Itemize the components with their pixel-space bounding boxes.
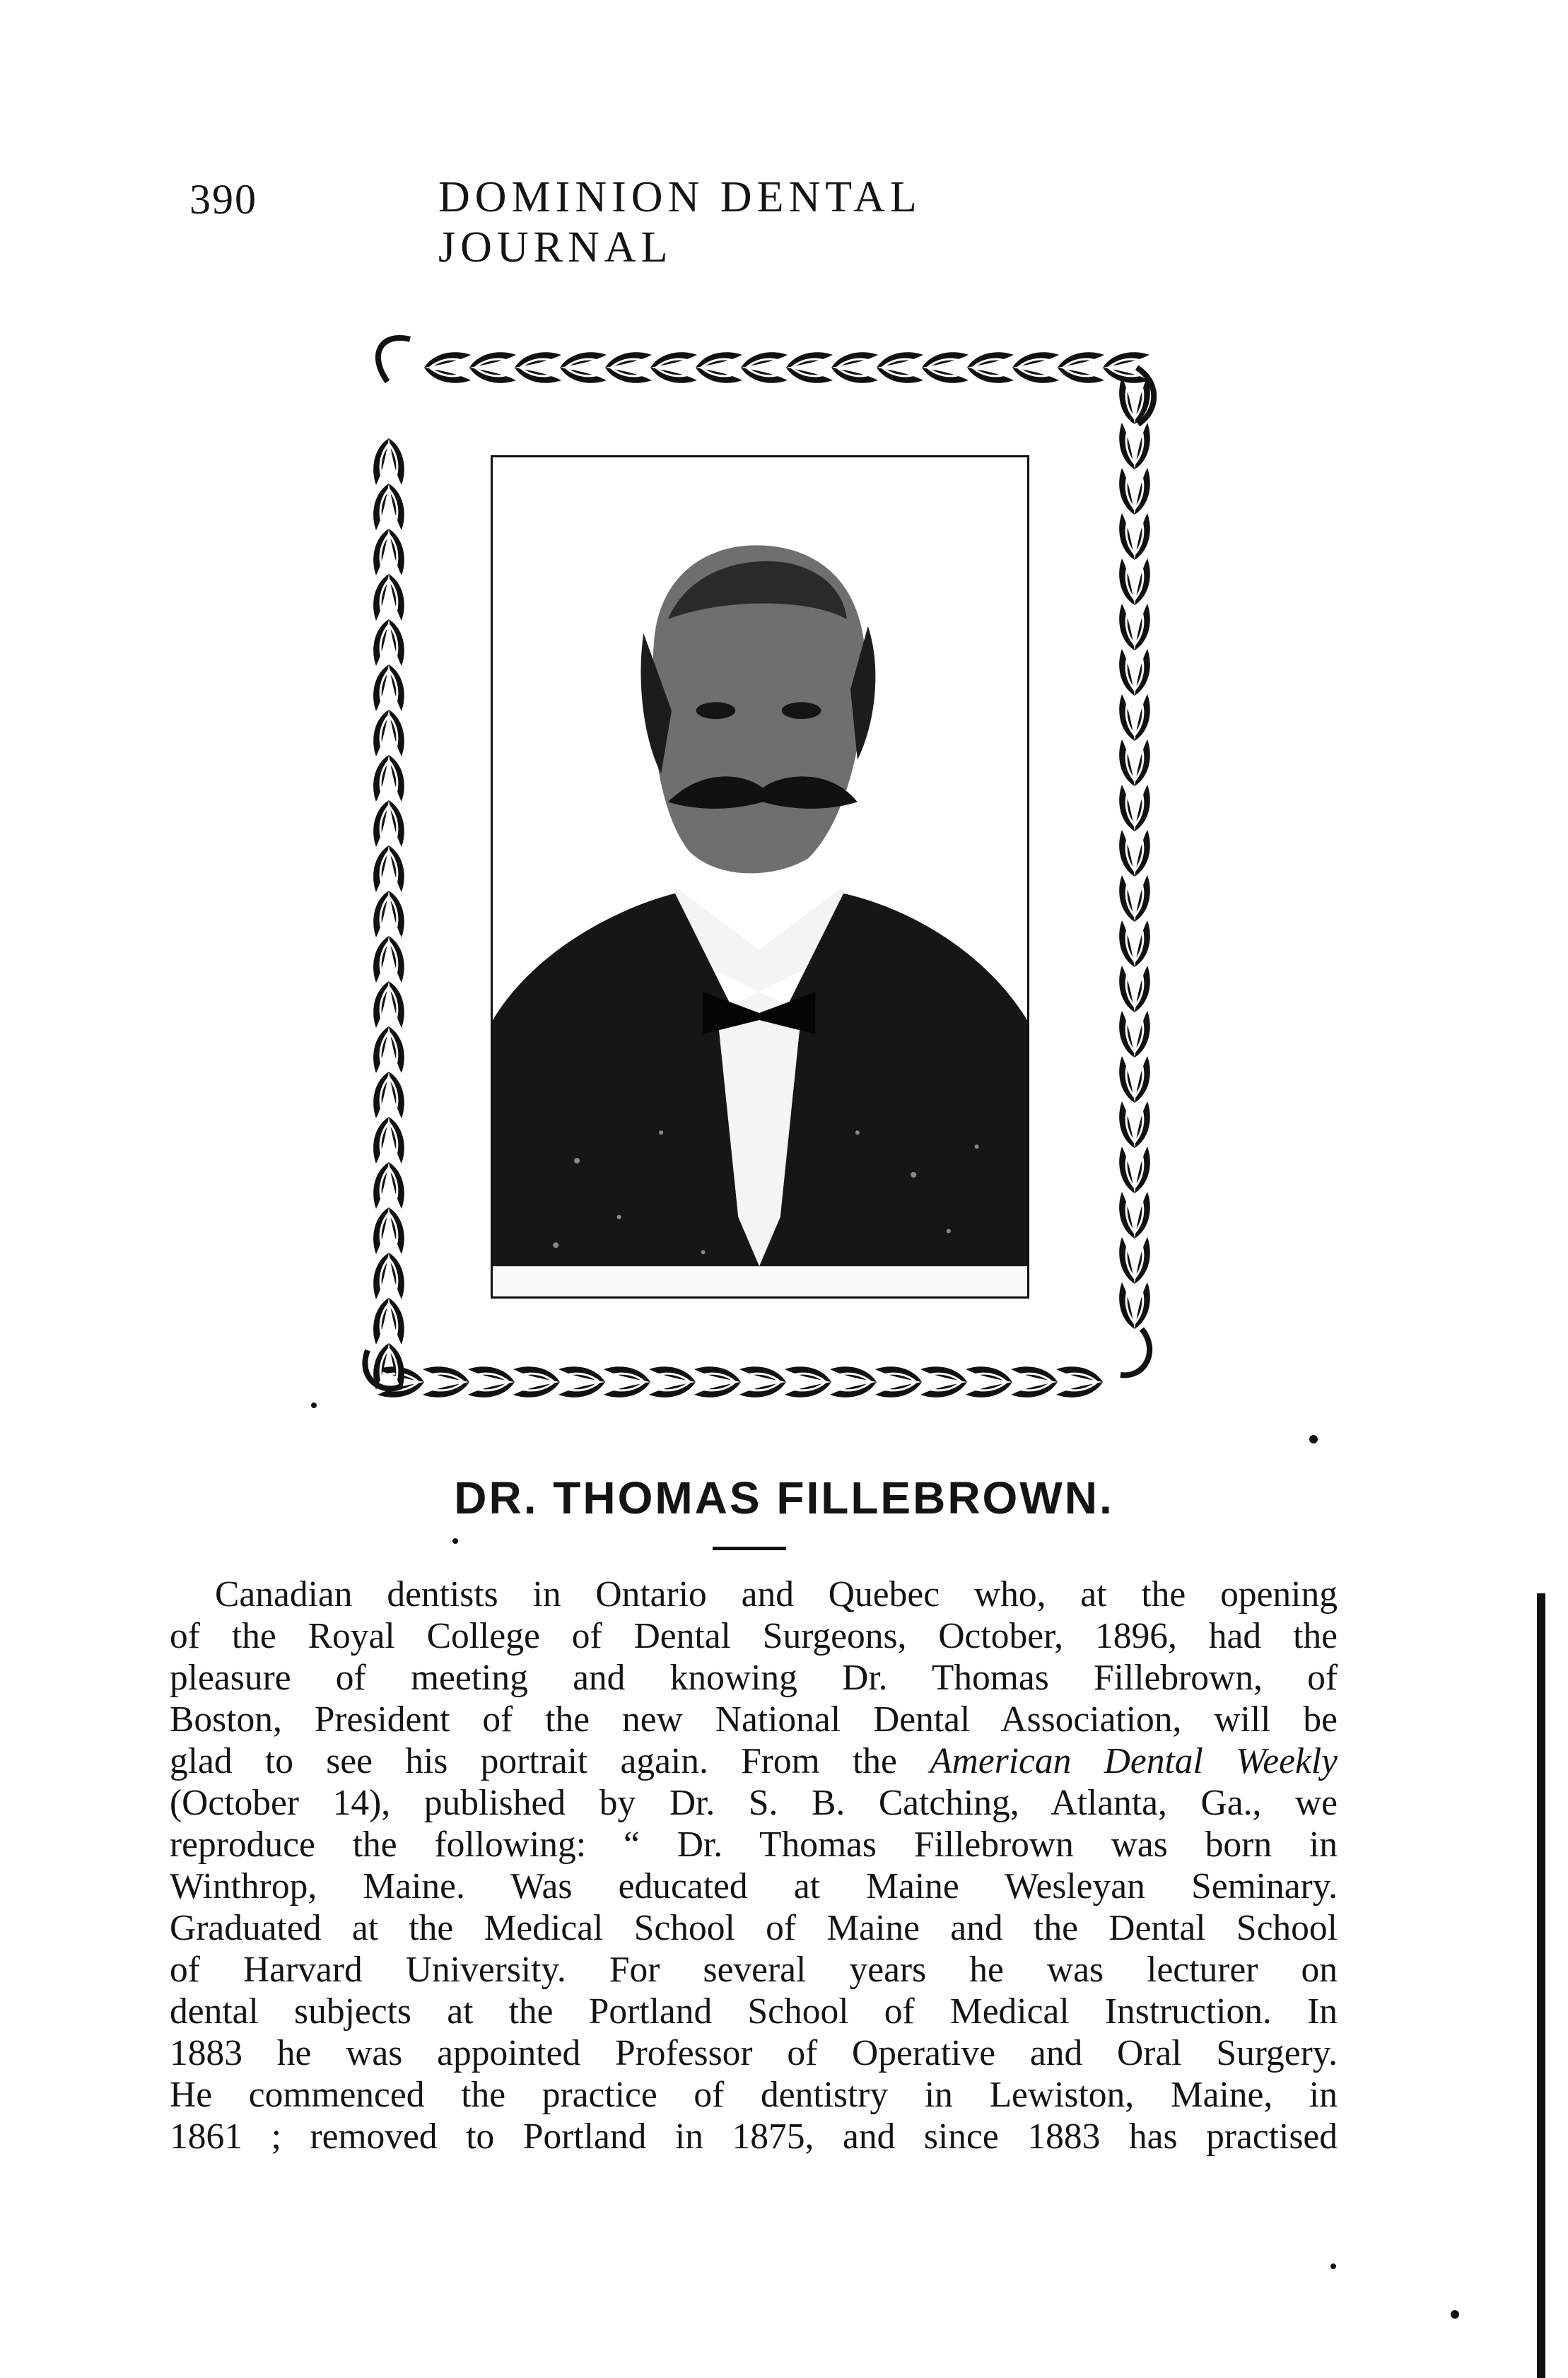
laurel-leaf-icon <box>1119 1237 1150 1284</box>
laurel-leaf-icon <box>875 1366 922 1398</box>
body-line: Winthrop, Maine. Was educated at Maine Wesleyan Seminary. <box>170 1866 1338 1906</box>
scan-speck <box>311 1402 317 1408</box>
laurel-leaf-icon <box>373 1298 404 1345</box>
laurel-leaf-icon <box>830 1366 877 1398</box>
laurel-leaf-icon <box>373 1117 404 1164</box>
laurel-leaf-icon <box>373 936 404 983</box>
laurel-leaf-icon <box>922 352 969 383</box>
laurel-leaf-icon <box>1119 830 1150 877</box>
laurel-leaf-icon <box>650 352 697 383</box>
laurel-leaf-icon <box>424 352 471 383</box>
laurel-leaf-icon <box>967 352 1014 383</box>
laurel-leaf-icon <box>373 438 404 485</box>
laurel-leaf-icon <box>649 1366 696 1398</box>
body-line: 1861 ; removed to Portland in 1875, and since 1883 has practised <box>170 2116 1338 2157</box>
laurel-leaf-icon <box>1119 785 1150 831</box>
laurel-leaf-icon <box>1119 966 1150 1012</box>
laurel-leaf-icon <box>1103 352 1149 383</box>
laurel-leaf-icon <box>1119 875 1150 922</box>
laurel-leaf-icon <box>831 352 878 383</box>
laurel-leaf-icon <box>739 1366 786 1398</box>
laurel-leaf-icon <box>373 1253 404 1299</box>
laurel-leaf-icon <box>1119 604 1150 650</box>
laurel-leaf-icon <box>1012 352 1059 383</box>
running-title: DOMINION DENTAL JOURNAL <box>438 173 920 271</box>
body-line: Graduated at the Medical School of Maine and the Dental School <box>170 1908 1338 1948</box>
laurel-leaf-icon <box>373 574 404 621</box>
laurel-leaf-icon <box>373 1026 404 1073</box>
scan-speck <box>1451 2310 1459 2319</box>
laurel-leaf-icon <box>1011 1366 1058 1398</box>
laurel-leaf-icon <box>786 352 833 383</box>
body-line: Canadian dentists in Ontario and Quebec who, at the opening <box>215 1574 1338 1615</box>
laurel-leaf-icon <box>373 710 404 756</box>
laurel-leaf-icon <box>423 1366 469 1398</box>
body-line: of Harvard University. For several years he was lecturer on <box>170 1950 1338 1990</box>
laurel-leaf-icon <box>605 352 652 383</box>
laurel-leaf-icon <box>1119 649 1150 696</box>
laurel-leaf-icon <box>785 1366 831 1398</box>
scan-speck <box>1309 1435 1318 1443</box>
laurel-leaf-icon <box>1119 558 1150 605</box>
portrait-photo <box>491 455 1029 1299</box>
scan-speck <box>1330 2263 1336 2269</box>
body-line-part: glad to see his portrait again. From the <box>170 1741 897 1781</box>
laurel-leaf-icon <box>1058 352 1104 383</box>
portrait-caption: DR. THOMAS FILLEBROWN. <box>454 1472 1114 1523</box>
publication-title: American Dental Weekly <box>930 1741 1338 1781</box>
laurel-leaf-icon <box>373 619 404 666</box>
laurel-leaf-icon <box>1119 1192 1150 1238</box>
laurel-leaf-icon <box>373 981 404 1028</box>
laurel-leaf-icon <box>877 352 923 383</box>
laurel-leaf-icon <box>696 352 742 383</box>
laurel-leaf-icon <box>373 529 404 575</box>
divider-rule <box>713 1547 786 1550</box>
laurel-leaf-icon <box>468 1366 515 1398</box>
laurel-leaf-icon <box>604 1366 650 1398</box>
body-line: (October 14), published by Dr. S. B. Catching, Atlanta, Ga., we <box>170 1783 1338 1823</box>
laurel-leaf-icon <box>373 664 404 711</box>
laurel-leaf-icon <box>469 352 516 383</box>
laurel-leaf-icon <box>513 1366 560 1398</box>
laurel-leaf-icon <box>373 800 404 847</box>
laurel-leaf-icon <box>920 1366 967 1398</box>
laurel-leaf-icon <box>741 352 788 383</box>
laurel-leaf-icon <box>373 484 404 530</box>
body-line: dental subjects at the Portland School of Medical Instruction. In <box>170 1991 1338 2032</box>
laurel-leaf-icon <box>1119 1147 1150 1193</box>
laurel-leaf-icon <box>1056 1366 1103 1398</box>
laurel-leaf-icon <box>1119 1056 1150 1103</box>
laurel-leaf-icon <box>694 1366 741 1398</box>
laurel-leaf-icon <box>373 1162 404 1209</box>
article-body <box>170 1574 1338 2157</box>
laurel-leaf-icon <box>1119 1011 1150 1058</box>
laurel-leaf-icon <box>1119 468 1150 515</box>
laurel-leaf-icon <box>373 755 404 802</box>
laurel-leaf-icon <box>1119 920 1150 967</box>
page-number: 390 <box>189 176 257 223</box>
body-line: reproduce the following: “ Dr. Thomas Fillebrown was born in <box>170 1824 1338 1865</box>
body-line: 1883 he was appointed Professor of Operative and Oral Surgery. <box>170 2033 1338 2073</box>
laurel-leaf-icon <box>373 1072 404 1118</box>
laurel-leaf-icon <box>560 352 607 383</box>
body-line: of the Royal College of Dental Surgeons, October, 1896, had the <box>170 1616 1338 1656</box>
laurel-leaf-icon <box>373 845 404 892</box>
laurel-leaf-icon <box>1119 423 1150 469</box>
body-line: He commenced the practice of dentistry in Lewiston, Maine, in <box>170 2075 1338 2115</box>
laurel-leaf-icon <box>373 891 404 937</box>
scan-edge-bar <box>1537 1593 1545 2378</box>
body-line: Boston, President of the new National Dental Association, will be <box>170 1699 1338 1740</box>
body-line-with-title <box>170 1740 1338 1782</box>
laurel-leaf-icon <box>1119 1101 1150 1148</box>
laurel-leaf-icon <box>1119 513 1150 560</box>
laurel-leaf-icon <box>1119 1282 1150 1329</box>
laurel-leaf-icon <box>1119 739 1150 786</box>
laurel-leaf-icon <box>373 1207 404 1254</box>
laurel-leaf-icon <box>966 1366 1012 1398</box>
laurel-leaf-icon <box>515 352 561 383</box>
scan-speck <box>452 1538 458 1544</box>
body-line: pleasure of meeting and knowing Dr. Thomas Fillebrown, of <box>170 1658 1338 1698</box>
laurel-leaf-icon <box>1119 694 1150 741</box>
laurel-leaf-icon <box>558 1366 605 1398</box>
